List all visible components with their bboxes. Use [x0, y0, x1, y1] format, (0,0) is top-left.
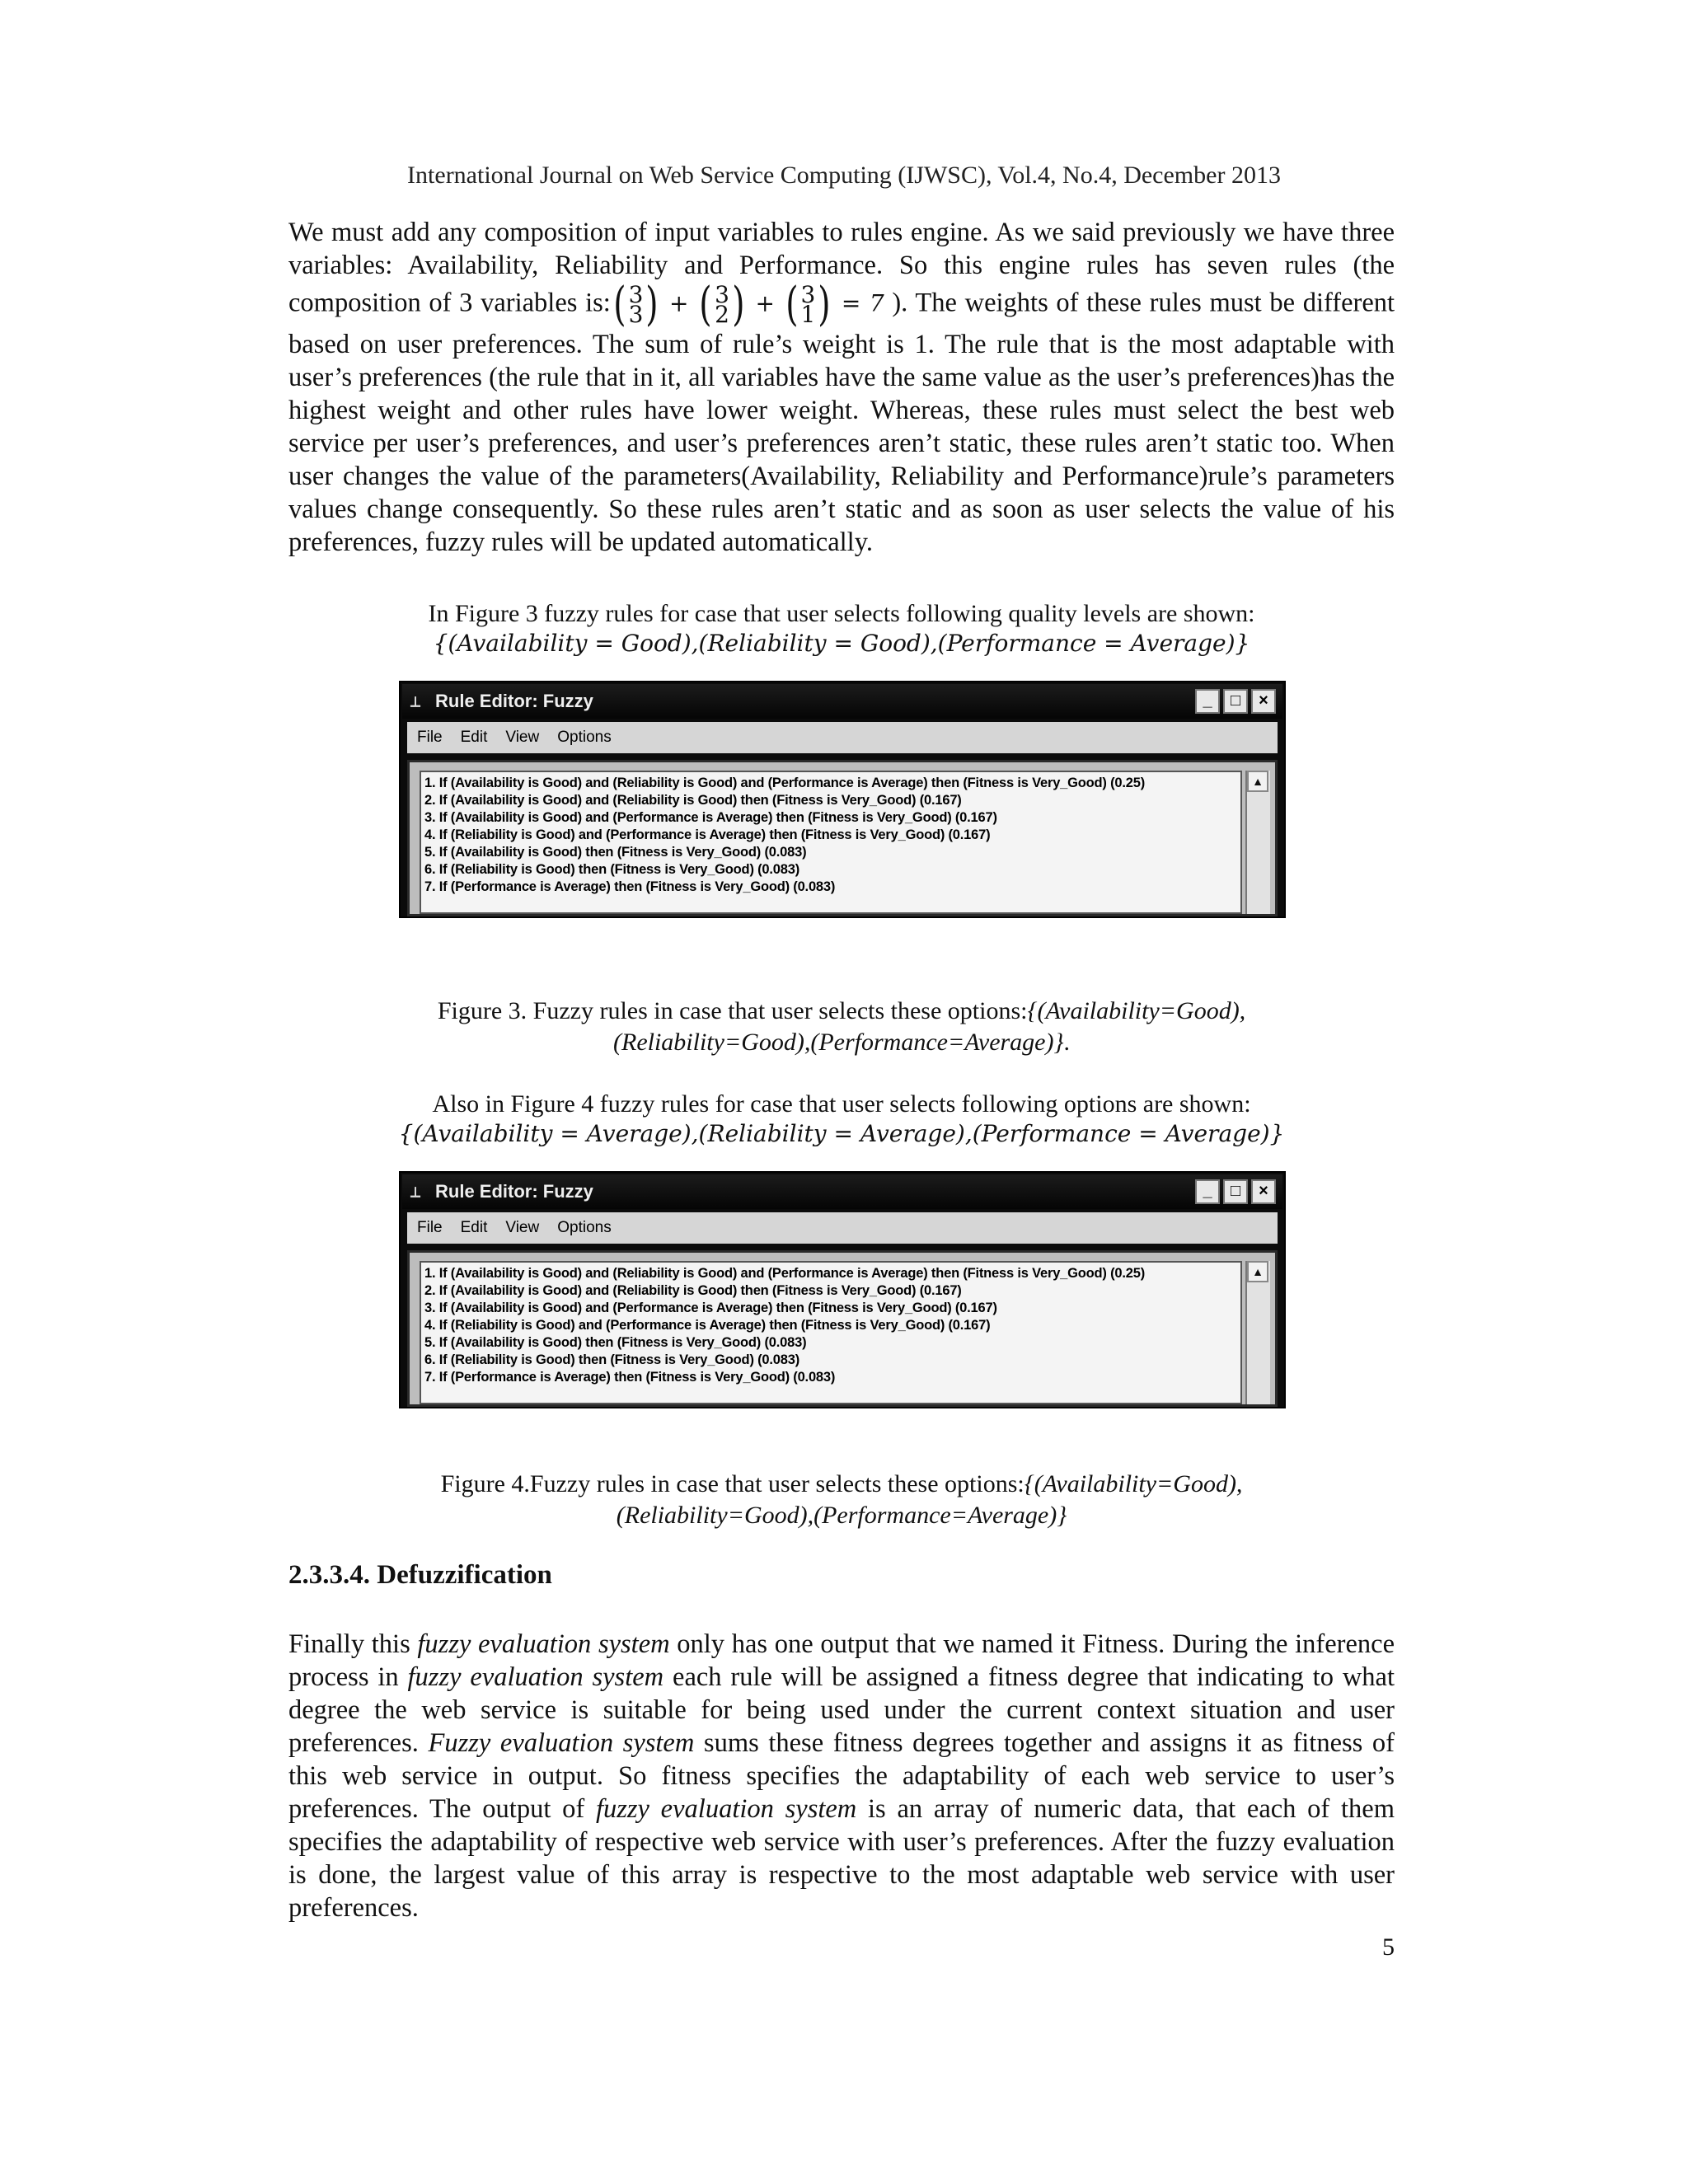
menu-bar	[407, 722, 1278, 753]
binomial-3: ( 3 1 )	[785, 278, 831, 331]
minimize-button[interactable]: _	[1195, 689, 1220, 714]
vertical-scrollbar[interactable]	[1245, 1261, 1270, 1404]
intro-text-2: ). The weights of these rules must be different based on user preferences. The sum of rule’s weight is 1. The rule that is the most adaptable with user’s preferences (the rule that in it, all variables have the same value as the user’s preferences)has the highest weight and other rules have lower weight. Whereas, these rules must select the best web service per user’s preferences, and user’s preferences aren’t static, these rules aren’t static too. When user changes the value of the parameters(Availability, Reliability and Performance)rule’s parameters values change consequently. So these rules aren’t static and as soon as user selects the value of his preferences, fuzzy rules will be updated automatically.	[288, 288, 1395, 557]
fig4-intro	[288, 1090, 1395, 1149]
rule-row[interactable]: 2. If (Availability is Good) and (Reliability is Good) then (Fitness is Very_Good) (0.167)	[424, 793, 962, 808]
fig3-intro	[288, 599, 1395, 658]
window-titlebar[interactable]	[402, 1174, 1282, 1209]
rule-row[interactable]: 6. If (Reliability is Good) then (Fitness is Very_Good) (0.083)	[424, 862, 799, 877]
fig3-intro-line-1: In Figure 3 fuzzy rules for case that user selects following quality levels are shown:	[428, 600, 1255, 627]
page-number: 5	[1382, 1933, 1395, 1961]
window-titlebar[interactable]	[402, 684, 1282, 719]
fig3-intro-line-2: {(Availability = Good),(Reliability = Good),(Performance = Average)}	[433, 630, 1250, 657]
vertical-scrollbar[interactable]	[1245, 771, 1270, 914]
rule-row[interactable]: 3. If (Availability is Good) and (Performance is Average) then (Fitness is Very_Good) (0.167)	[424, 810, 997, 825]
rule-row[interactable]: 4. If (Reliability is Good) and (Performance is Average) then (Fitness is Very_Good) (0.167)	[424, 1318, 991, 1333]
rule-row[interactable]: 1. If (Availability is Good) and (Reliability is Good) and (Performance is Average) then (Fitness is Very_Good) (0.25)	[424, 776, 1146, 790]
menu-view[interactable]: View	[505, 1219, 540, 1236]
rules-list[interactable]	[420, 1261, 1242, 1404]
binomial-2: ( 3 2 )	[699, 278, 745, 331]
rule-row[interactable]: 2. If (Availability is Good) and (Reliability is Good) then (Fitness is Very_Good) (0.167)	[424, 1283, 962, 1298]
section-heading: 2.3.3.4. Defuzzification	[288, 1560, 552, 1590]
figure-4-rule-editor	[399, 1171, 1286, 1408]
scroll-up-arrow-icon[interactable]: ▲	[1247, 1261, 1268, 1282]
binomial-1: ( 3 3 )	[613, 278, 659, 331]
rule-row[interactable]: 5. If (Availability is Good) then (Fitness is Very_Good) (0.083)	[424, 845, 807, 860]
menu-options[interactable]: Options	[557, 729, 612, 746]
running-head: International Journal on Web Service Computing (IJWSC), Vol.4, No.4, December 2013	[407, 162, 1281, 189]
menu-options[interactable]: Options	[557, 1219, 612, 1236]
matlab-app-icon: ⟂	[410, 1183, 421, 1200]
menu-bar	[407, 1212, 1278, 1244]
rule-row[interactable]: 1. If (Availability is Good) and (Reliability is Good) and (Performance is Average) then (Fitness is Very_Good) (0.25)	[424, 1266, 1146, 1281]
rule-row[interactable]: 7. If (Performance is Average) then (Fitness is Very_Good) (0.083)	[424, 1370, 836, 1385]
minimize-button[interactable]: _	[1195, 1179, 1220, 1204]
close-button[interactable]: ×	[1251, 689, 1276, 714]
menu-view[interactable]: View	[505, 729, 540, 746]
intro-text-1: We must add any composition of input variables to rules engine. As we said previously we have three variables: Availability, Reliability and Performance. So this engine rules has seven rules (the composition of 3 variables is:	[288, 218, 1395, 318]
defuzzification-paragraph: Finally this fuzzy evaluation system only has one output that we named it Fitness. During the inference process in fuzzy evaluation system each rule will be assigned a fitness degree that indicating to what degree the web service is suitable for being used under the current context situation and user preferences. Fuzzy evaluation system sums these fitness degrees together and assigns it as fitness of this web service in output. So fitness specifies the adaptability of each web service to user’s preferences. The output of fuzzy evaluation system is an array of numeric data, that each of them specifies the adaptability of respective web service with user’s preferences. After the fuzzy evaluation is done, the largest value of this array is respective to the most adaptable web service with user preferences.	[288, 1629, 1395, 1923]
rule-row[interactable]: 3. If (Availability is Good) and (Performance is Average) then (Fitness is Very_Good) (0.167)	[424, 1301, 997, 1315]
rules-listbox	[407, 760, 1278, 916]
rule-row[interactable]: 4. If (Reliability is Good) and (Performance is Average) then (Fitness is Very_Good) (0.167)	[424, 827, 991, 842]
menu-file[interactable]: File	[417, 1219, 443, 1236]
scroll-up-arrow-icon[interactable]: ▲	[1247, 771, 1268, 792]
close-button[interactable]: ×	[1251, 1179, 1276, 1204]
equals-seven: = 7	[841, 289, 884, 317]
menu-edit[interactable]: Edit	[460, 729, 488, 746]
window-title: Rule Editor: Fuzzy	[435, 1181, 593, 1202]
matlab-app-icon: ⟂	[410, 693, 421, 710]
figure-3-caption: Figure 3. Fuzzy rules in case that user selects these options:{(Availability=Good), (Reliability=Good),(Performance=Average)}.	[437, 997, 1246, 1056]
figure-3-rule-editor	[399, 681, 1286, 918]
intro-paragraph: We must add any composition of input variables to rules engine. As we said previously we have three variables: Availability, Reliability and Performance. So this engine rules has seven rules (the composition of 3 variables is:( 3 3 ) + ( 3 2 ) + ( 3 1 ) = 7 ). The weights of these rules must be different based on user preferences. The sum of rule’s weight is 1. The rule that is the most adaptable with user’s preferences (the rule that in it, all variables have the same value as the user’s preferences)has the highest weight and other rules have lower weight. Whereas, these rules must select the best web service per user’s preferences, and user’s preferences aren’t static, these rules aren’t static too. When user changes the value of the parameters(Availability, Reliability and Performance)rule’s parameters values change consequently. So these rules aren’t static and as soon as user selects the value of his preferences, fuzzy rules will be updated automatically.	[288, 218, 1395, 557]
window-title: Rule Editor: Fuzzy	[435, 691, 593, 711]
rules-list[interactable]	[420, 771, 1242, 914]
rule-row[interactable]: 7. If (Performance is Average) then (Fitness is Very_Good) (0.083)	[424, 879, 836, 894]
fig4-intro-line-2: {(Availability = Average),(Reliability = Average),(Performance = Average)}	[398, 1120, 1285, 1147]
rule-row[interactable]: 6. If (Reliability is Good) then (Fitness is Very_Good) (0.083)	[424, 1352, 799, 1367]
menu-file[interactable]: File	[417, 729, 443, 746]
figure-4-caption: Figure 4.Fuzzy rules in case that user selects these options:{(Availability=Good), (Reliability=Good),(Performance=Average)}	[440, 1470, 1243, 1529]
maximize-button[interactable]: □	[1223, 689, 1248, 714]
rules-listbox	[407, 1250, 1278, 1407]
menu-edit[interactable]: Edit	[460, 1219, 488, 1236]
rule-row[interactable]: 5. If (Availability is Good) then (Fitness is Very_Good) (0.083)	[424, 1335, 807, 1350]
fig4-intro-line-1: Also in Figure 4 fuzzy rules for case that user selects following options are shown:	[432, 1090, 1251, 1118]
maximize-button[interactable]: □	[1223, 1179, 1248, 1204]
